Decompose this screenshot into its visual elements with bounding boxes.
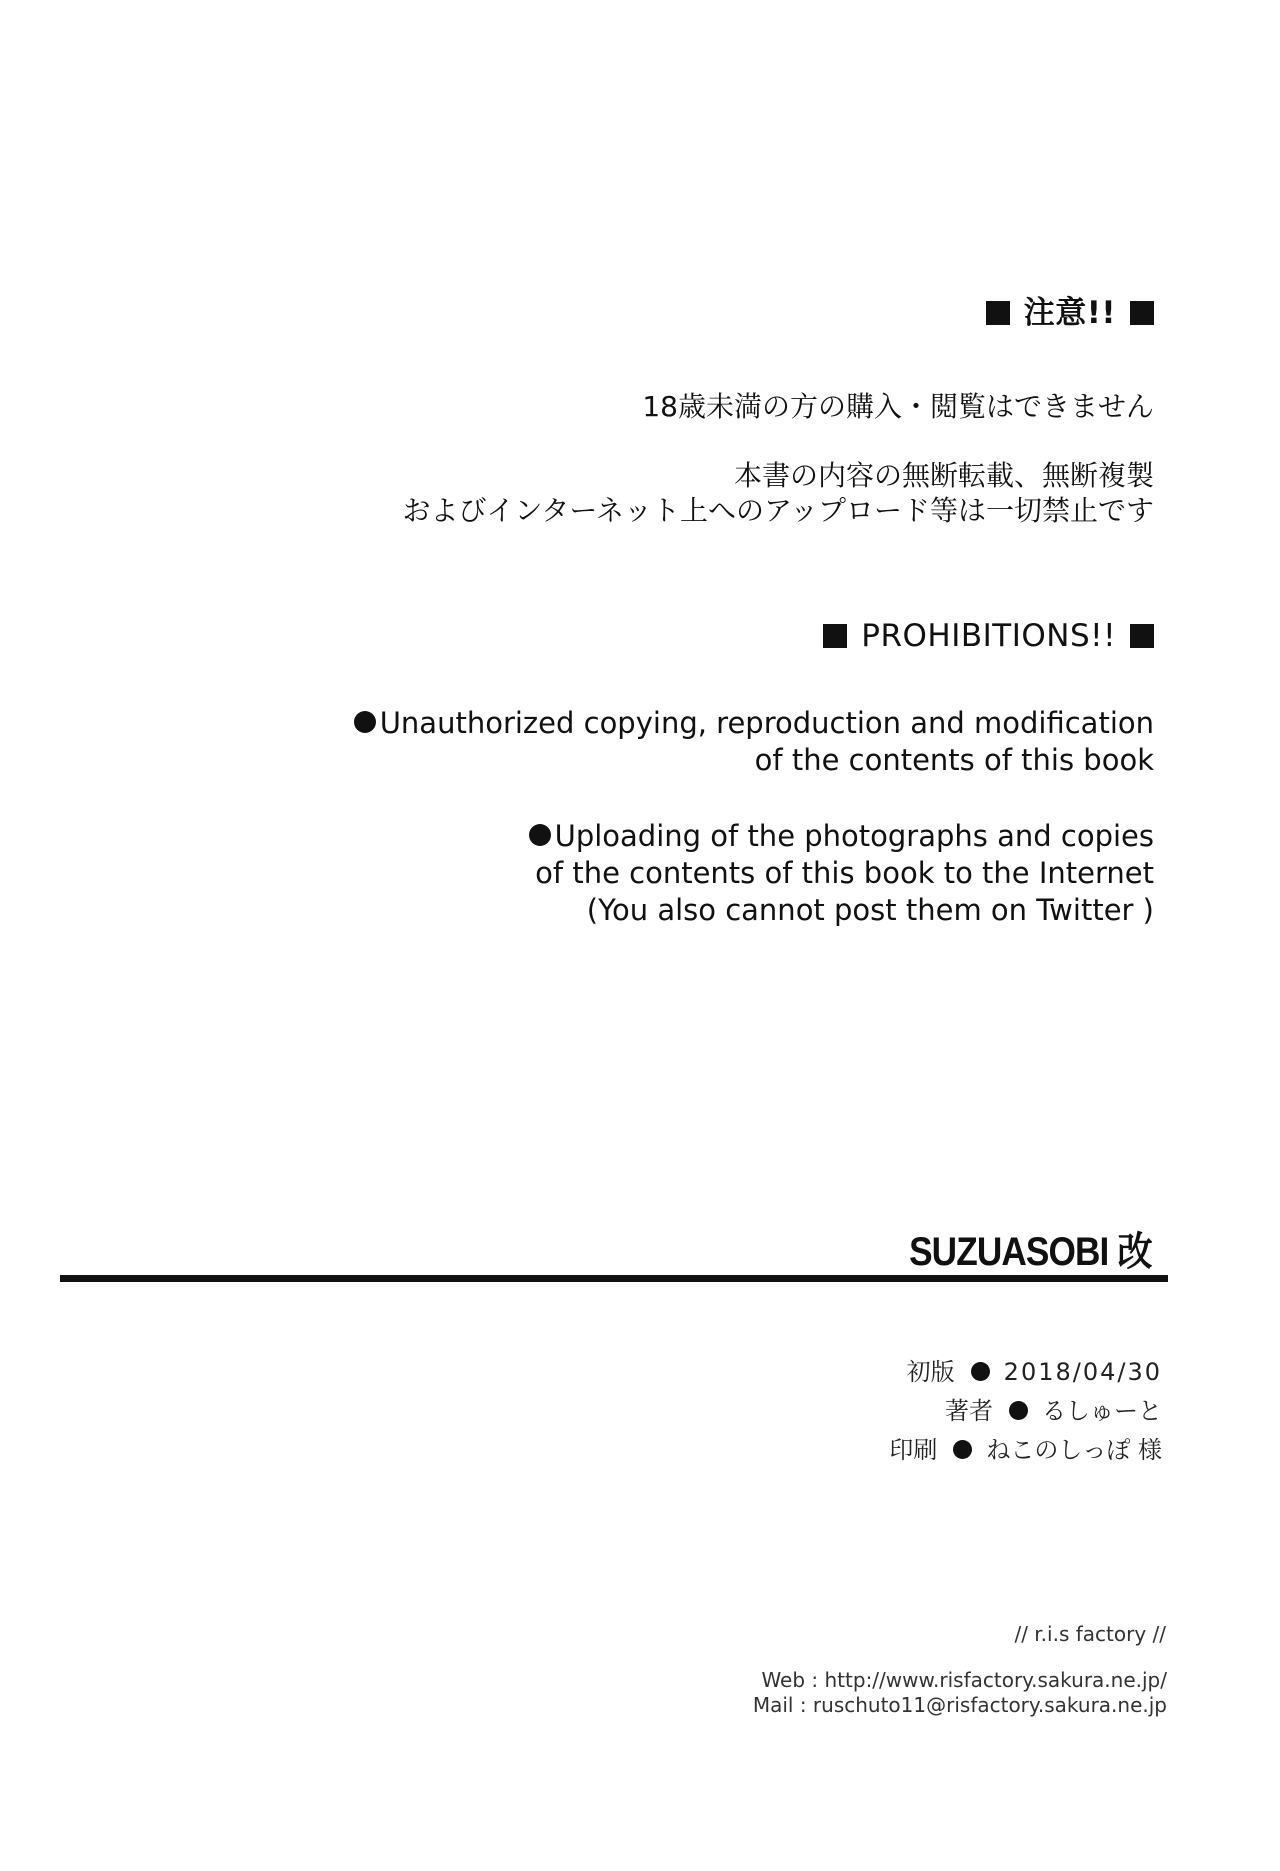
prohibition-item-line: Uploading of the photographs and copies bbox=[529, 818, 1154, 855]
circle-name: // r.i.s factory // bbox=[1014, 1622, 1166, 1646]
prohibition-item-line: of the contents of this book bbox=[754, 743, 1154, 777]
prohibitions-heading bbox=[823, 618, 1154, 654]
bullet-icon bbox=[953, 1440, 972, 1459]
book-title: SUZUASOBI 改 bbox=[909, 1230, 1152, 1274]
web-url: Web : http://www.risfactory.sakura.ne.jp/ bbox=[761, 1668, 1167, 1692]
first-edition-label: 初版 bbox=[906, 1358, 955, 1386]
printer-label: 印刷 bbox=[889, 1436, 938, 1464]
colophon-info bbox=[889, 1353, 1162, 1470]
caution-heading bbox=[986, 287, 1154, 332]
printer-value: ねこのしっぽ 様 bbox=[986, 1436, 1162, 1464]
copy-restriction-notice-line1: 本書の内容の無断転載、無断複製 bbox=[733, 459, 1154, 492]
first-edition-value: 2018/04/30 bbox=[1003, 1358, 1162, 1386]
author-value: るしゅーと bbox=[1042, 1397, 1162, 1425]
mail-address: Mail : ruschuto11@risfactory.sakura.ne.jp bbox=[752, 1693, 1167, 1717]
bullet-icon bbox=[1009, 1401, 1028, 1420]
prohibition-item bbox=[529, 818, 1154, 929]
author-row bbox=[889, 1392, 1162, 1431]
square-bullet-icon bbox=[1130, 624, 1154, 648]
prohibition-item bbox=[354, 705, 1154, 779]
age-restriction-notice: 18歳未満の方の購入・閲覧はできません bbox=[642, 390, 1154, 423]
author-label: 著者 bbox=[945, 1397, 993, 1425]
contact-info bbox=[753, 1668, 1167, 1718]
prohibition-item-line: Unauthorized copying, reproduction and modification bbox=[354, 705, 1154, 742]
bullet-icon bbox=[971, 1362, 990, 1381]
square-bullet-icon bbox=[986, 301, 1010, 325]
caution-heading-text: 注意!! bbox=[1023, 295, 1116, 331]
title-divider bbox=[60, 1275, 1168, 1282]
first-edition-row bbox=[889, 1353, 1162, 1392]
prohibitions-heading-text: PROHIBITIONS!! bbox=[861, 618, 1116, 654]
bullet-icon bbox=[354, 711, 376, 733]
printer-row bbox=[889, 1431, 1162, 1470]
bullet-icon bbox=[529, 824, 551, 846]
prohibition-item-line: (You also cannot post them on Twitter ) bbox=[586, 893, 1154, 927]
square-bullet-icon bbox=[823, 624, 847, 648]
prohibition-item-line: of the contents of this book to the Internet bbox=[535, 856, 1154, 890]
square-bullet-icon bbox=[1130, 301, 1154, 325]
copy-restriction-notice-line2: およびインターネット上へのアップロード等は一切禁止です bbox=[402, 494, 1154, 527]
